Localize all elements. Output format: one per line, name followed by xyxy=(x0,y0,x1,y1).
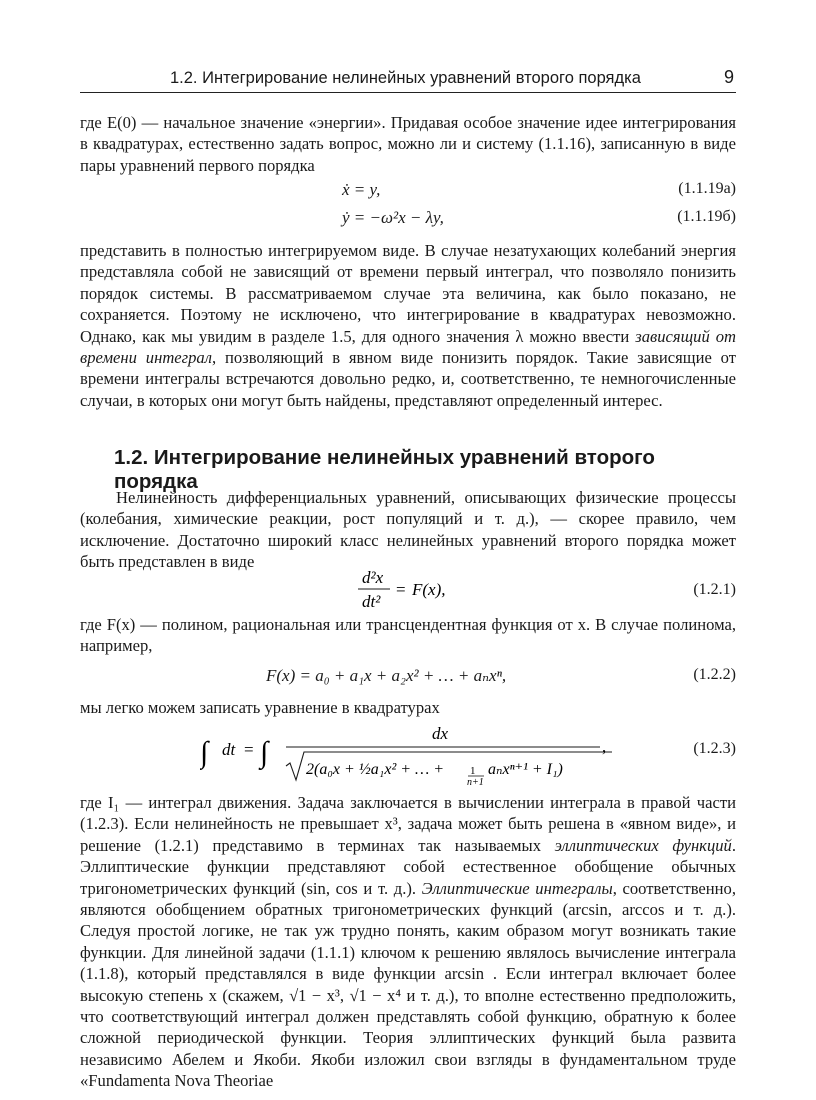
svg-text:aₙxⁿ⁺¹ + I₁): aₙxⁿ⁺¹ + I₁) xyxy=(488,761,563,778)
running-header xyxy=(80,66,736,93)
text-run: где I₁ — интеграл движения. Задача заключается в вычислении интеграла в правой части (1.2.3). Если нелинейность не превышает x³, задача может быть решена в «явном виде», и решение (1.2.1) представимо в терминах так называемых xyxy=(80,793,736,855)
svg-text:2(a₀x + ½a₁x² + … +: 2(a₀x + ½a₁x² + … + xyxy=(306,761,445,778)
equation-number: (1.2.3) xyxy=(693,740,736,757)
text-run: , соответственно, являются обобщением обратных тригонометрических функций (arcsin, arccos и т. д.). Следуя простой логике, не так уж трудно понять, каким образом могут возникать такие функции. Для линейной задачи (1.1.1) ключом к решению являлось вычисление интеграла (1.1.8), который представлялся в виде функции arcsin . Если интеграл включает более высокую степень x (скажем, √1 − x³, √1 − x⁴ и т. д.), то вполне естественно предположить, что соответствующий интеграл должен представлять собой функцию, обратную к более сложной периодической функции. Теория эллиптических функций была развита независимо Абелем и Якоби. Якоби изложил свои взгляды в фундаментальном труде «Fundamenta Nova Theoriae xyxy=(80,878,736,1091)
page-number: 9 xyxy=(723,67,734,87)
equation-1-1-19b xyxy=(80,208,736,232)
header-title: 1.2. Интегрирование нелинейных уравнений второго порядка xyxy=(170,69,641,87)
emphasis: Эллиптические интегралы xyxy=(421,878,613,898)
equation-formula xyxy=(200,722,620,786)
text-run: . Эллиптические функции представляют собой естественное обобщение обычных тригонометрических функций (sin, cos и т. д.). xyxy=(80,835,736,898)
svg-text:=: = xyxy=(396,580,406,599)
text-run: , позволяющий в явном виде понизить порядок. Такие зависящие от времени интегралы встречаются довольно редко, и, соответственно, те немногочисленные случаи, в которых они могут быть найдены, представляют определенный интерес. xyxy=(80,348,737,410)
equation-1-2-3 xyxy=(80,722,736,786)
equation-number: (1.1.19б) xyxy=(677,208,736,225)
equation-formula xyxy=(350,566,550,612)
equation-body: ẏ = −ω²x − λy, xyxy=(342,208,444,227)
equation-number: (1.1.19a) xyxy=(678,180,736,197)
emphasis: эллиптических функций xyxy=(554,835,732,855)
equation-1-2-1 xyxy=(80,566,736,612)
equation-number: (1.2.2) xyxy=(693,666,736,683)
svg-text:dt²: dt² xyxy=(362,592,381,611)
equation-number: (1.2.1) xyxy=(693,581,736,598)
equation-body: ẋ = y, xyxy=(342,180,381,199)
paragraph-quadrature: мы легко можем записать уравнение в квадратурах xyxy=(80,698,440,717)
paragraph-elliptic xyxy=(80,792,736,1092)
svg-text:1: 1 xyxy=(470,765,476,777)
paragraph-polynomial: где F(x) — полином, рациональная или трансцендентная функция от x. В случае полинома, например, xyxy=(80,615,736,656)
equation-1-2-2 xyxy=(80,666,736,690)
section-heading: 1.2. Интегрирование нелинейных уравнений второго порядка xyxy=(114,446,655,493)
paragraph-nonlinearity: Нелинейность дифференциальных уравнений, описывающих физические процессы (колебания, химические реакции, рост популяций и т. д.), — скорее правило, чем исключение. Достаточно широкий класс нелинейных уравнений второго порядка может быть представлен в виде xyxy=(80,488,736,572)
emphasis: зависящий от времени интеграл xyxy=(80,326,736,368)
svg-text:dt: dt xyxy=(222,740,236,759)
svg-text:n+1: n+1 xyxy=(467,777,484,786)
equation-body: F(x) = a₀ + a₁x + a₂x² + … + aₙxⁿ, xyxy=(266,666,507,685)
svg-text:dx: dx xyxy=(432,724,449,743)
svg-text:d²x: d²x xyxy=(362,568,384,587)
text-run: представить в полностью интегрируемом виде. В случае незатухающих колебаний энергия представляла собой не зависящий от времени первый интеграл, что позволяло понизить порядок системы. В рассматриваемом случае эта величина, как было показано, не сохраняется. Поэтому не исключено, что интегрирование в квадратурах невозможно. Однако, как мы увидим в разделе 1.5, для одного значения λ можно ввести xyxy=(80,241,736,346)
svg-text:,: , xyxy=(602,737,607,756)
paragraph-energy: где E(0) — начальное значение «энергии». Придавая особое значение идее интегрирования в квадратурах, естественно задать вопрос, можно ли и систему (1.1.16), записанную в виде пары уравнений первого порядка xyxy=(80,113,736,175)
svg-text:∫: ∫ xyxy=(260,736,269,769)
svg-text:F(x),: F(x), xyxy=(412,580,446,599)
paragraph-integrability xyxy=(80,240,736,411)
svg-text:=: = xyxy=(244,740,254,759)
equation-1-1-19a xyxy=(80,180,736,204)
svg-text:∫: ∫ xyxy=(200,736,209,769)
